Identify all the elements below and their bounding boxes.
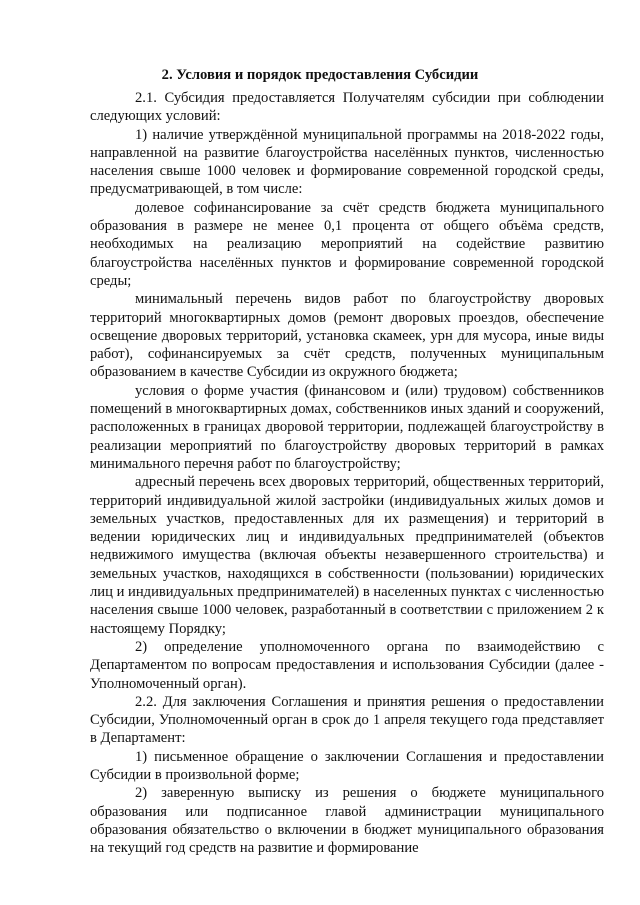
paragraph-doc-2: 2) заверенную выписку из решения о бюджете муниципального образования или подписанное главой администрации муниципального образования обязательство о включении в бюджет муниципального образования на текущий год средств на развитие и формирование: [90, 785, 604, 857]
paragraph-participation-conditions: условия о форме участия (финансовом и (или) трудовом) собственников помещений в многоквартирных домах, собственников иных зданий и сооружений, расположенных в границах дворовой территории, подлежащей благоустройству в реализации мероприятий по благоустройству дворовых территорий в рамках минимального перечня работ по благоустройству;: [90, 382, 604, 472]
document-body: [90, 89, 604, 857]
paragraph-doc-1: 1) письменное обращение о заключении Соглашения и предоставлении Субсидии в произвольной форме;: [90, 748, 604, 783]
paragraph-cofinancing: долевое софинансирование за счёт средств бюджета муниципального образования в размере не менее 0,1 процента от общего объёма средств, необходимых на реализацию мероприятий на содействие развитию благоустройства населённых пунктов и формирование современной городской среды;: [90, 199, 604, 289]
paragraph-2-1: 2.1. Субсидия предоставляется Получателям субсидии при соблюдении следующих условий:: [90, 90, 604, 125]
paragraph-condition-2: 2) определение уполномоченного органа по взаимодействию с Департаментом по вопросам предоставления и использования Субсидии (далее - Уполномоченный орган).: [90, 638, 604, 692]
section-heading: 2. Условия и порядок предоставления Субсидии: [161, 67, 479, 83]
paragraph-address-list: адресный перечень всех дворовых территорий, общественных территорий, территорий индивидуальной жилой застройки (индивидуальных жилых домов и земельных участков, предоставленных для их размещения) и территорий в ведении юридических лиц и индивидуальных предпринимателей (объектов недвижимого имущества (включая объекты незавершенного строительства) и земельных участков, находящихся в собственности (пользовании) юридических лиц и индивидуальных предпринимателей) в населенных пунктах с численностью населения свыше 1000 человек, разработанный в соответствии с приложением 2 к настоящему Порядку;: [90, 474, 604, 637]
paragraph-condition-1: 1) наличие утверждённой муниципальной программы на 2018-2022 годы, направленной на развитие благоустройства населённых пунктов, численностью населения свыше 1000 человек и формирование современной городской среды, предусматривающей, в том числе:: [90, 126, 604, 198]
paragraph-minimal-works-list: минимальный перечень видов работ по благоустройству дворовых территорий многоквартирных домов (ремонт дворовых проездов, обеспечение освещение дворовых территорий, установка скамеек, урн для мусора, иные виды работ), софинансируемых за счёт средств, полученных муниципальным образованием в качестве Субсидии из окружного бюджета;: [90, 291, 604, 381]
paragraph-2-2: 2.2. Для заключения Соглашения и принятия решения о предоставлении Субсидии, Уполномоченный орган в срок до 1 апреля текущего года представляет в Департамент:: [90, 693, 604, 747]
